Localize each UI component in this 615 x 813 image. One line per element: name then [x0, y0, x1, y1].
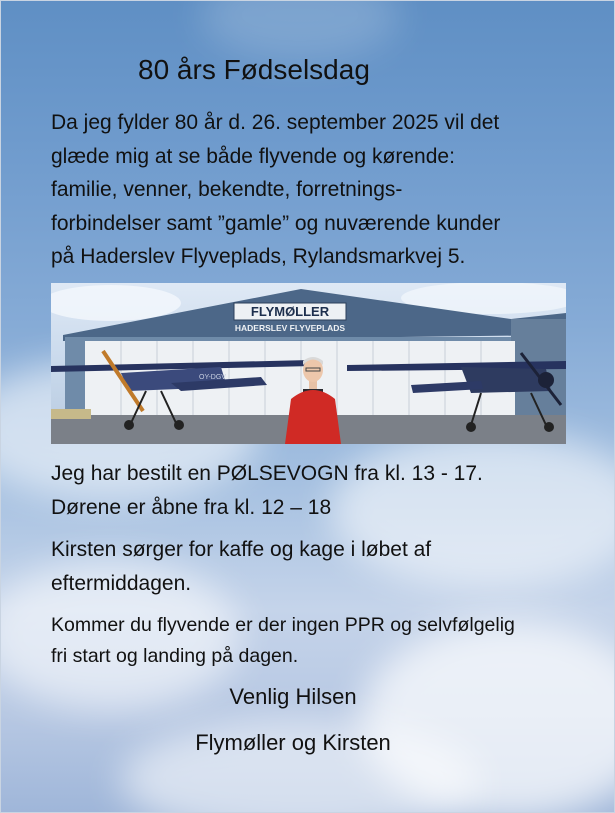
intro-line: Da jeg fylder 80 år d. 26. september 2025 vil det	[51, 111, 500, 134]
signature: Flymøller og Kirsten	[195, 730, 391, 755]
intro-line: familie, venner, bekendte, forretnings-	[51, 178, 403, 201]
intro-line: forbindelser samt ”gamle” og nuværende kunder	[51, 211, 501, 235]
hangar-sign-text: FLYMØLLER	[250, 304, 330, 319]
coffee-line: Kirsten sørger for kaffe og kage i løbet af	[51, 538, 432, 561]
page-title: 80 års Fødselsdag	[138, 54, 370, 85]
hangar-photo	[51, 283, 566, 444]
cloud	[200, 0, 400, 60]
flying-line: fri start og landing på dagen.	[51, 645, 299, 667]
info-line: Dørene er åbne fra kl. 12 – 18	[51, 495, 332, 519]
info-line: Jeg har bestilt en PØLSEVOGN fra kl. 13 - 17.	[51, 462, 483, 485]
flying-paragraph	[51, 610, 515, 672]
hangar-sign-subtext: HADERSLEV FLYVEPLADS	[234, 323, 346, 333]
coffee-line: eftermiddagen.	[51, 571, 192, 595]
intro-paragraph	[51, 106, 500, 274]
intro-line: på Haderslev Flyveplads, Rylandsmarkvej 5.	[51, 245, 466, 268]
plane-registration: OY-DGV	[199, 374, 226, 381]
info-paragraph	[51, 457, 483, 524]
coffee-paragraph	[51, 533, 431, 600]
intro-line: glæde mig at se både flyvende og kørende:	[51, 144, 455, 168]
closing-greeting: Venlig Hilsen	[229, 684, 357, 709]
flying-line: Kommer du flyvende er der ingen PPR og selvfølgelig	[51, 614, 515, 636]
